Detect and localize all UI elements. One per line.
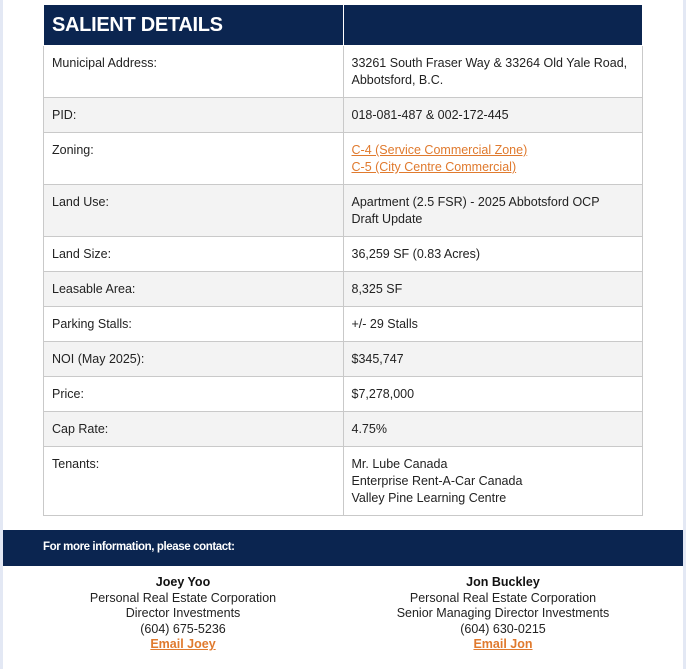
row-value xyxy=(343,272,643,307)
row-value xyxy=(343,342,643,377)
value-line: $7,278,000 xyxy=(351,387,415,401)
contact-card xyxy=(353,575,653,653)
row-label: Land Use: xyxy=(44,185,344,237)
row-label: NOI (May 2025): xyxy=(44,342,344,377)
row-label: Parking Stalls: xyxy=(44,307,344,342)
row-label: Municipal Address: xyxy=(44,46,344,98)
row-label: Leasable Area: xyxy=(44,272,344,307)
table-header: SALIENT DETAILS xyxy=(44,5,344,46)
row-value xyxy=(343,185,643,237)
row-value xyxy=(343,133,643,185)
row-label: Land Size: xyxy=(44,237,344,272)
row-label: Cap Rate: xyxy=(44,412,344,447)
contact-bar-text: For more information, please contact: xyxy=(43,541,235,553)
value-line: Mr. Lube Canada xyxy=(351,457,448,471)
contact-title: Senior Managing Director Investments xyxy=(396,606,610,620)
value-line: +/- 29 Stalls xyxy=(351,317,418,331)
row-value xyxy=(343,46,643,98)
value-line: Enterprise Rent-A-Car Canada xyxy=(351,474,523,488)
value-line: 8,325 SF xyxy=(351,282,403,296)
row-value xyxy=(343,447,643,516)
row-value xyxy=(343,307,643,342)
contact-bar xyxy=(3,530,683,566)
zoning-link-c4[interactable]: C-4 (Service Commercial Zone) xyxy=(351,143,528,157)
contact-card xyxy=(33,575,333,653)
value-line: 33261 South Fraser Way & 33264 Old Yale Road, xyxy=(351,56,628,70)
email-jon-link[interactable]: Email Jon xyxy=(473,637,533,651)
value-line: Draft Update xyxy=(351,212,423,226)
table-row xyxy=(44,342,643,377)
table-row xyxy=(44,272,643,307)
row-label: Zoning: xyxy=(44,133,344,185)
contact-name: Joey Yoo xyxy=(155,575,211,589)
row-value xyxy=(343,377,643,412)
contact-phone: (604) 630-0215 xyxy=(460,621,546,636)
table-header-blank xyxy=(343,5,643,46)
row-value xyxy=(343,98,643,133)
zoning-link-c5[interactable]: C-5 (City Centre Commercial) xyxy=(351,160,517,174)
value-line: Apartment (2.5 FSR) - 2025 Abbotsford OCP xyxy=(351,195,600,209)
table-row xyxy=(44,185,643,237)
table-row xyxy=(44,412,643,447)
left-border xyxy=(0,0,3,669)
row-value xyxy=(343,237,643,272)
table-row xyxy=(44,46,643,98)
row-label: PID: xyxy=(44,98,344,133)
contact-phone: (604) 675-5236 xyxy=(140,621,226,636)
value-line: $345,747 xyxy=(351,352,404,366)
contact-company: Personal Real Estate Corporation xyxy=(89,590,277,605)
value-line: Valley Pine Learning Centre xyxy=(351,491,507,505)
salient-details-table xyxy=(43,4,643,516)
row-label: Price: xyxy=(44,377,344,412)
value-line: 4.75% xyxy=(351,422,387,436)
value-line: Abbotsford, B.C. xyxy=(351,73,444,87)
email-joey-link[interactable]: Email Joey xyxy=(150,637,216,651)
row-label: Tenants: xyxy=(44,447,344,516)
table-row xyxy=(44,307,643,342)
table-row xyxy=(44,377,643,412)
value-line: 36,259 SF (0.83 Acres) xyxy=(351,247,481,261)
contact-name: Jon Buckley xyxy=(466,575,540,589)
table-row xyxy=(44,237,643,272)
contact-title: Director Investments xyxy=(125,606,241,620)
value-line: 018-081-487 & 002-172-445 xyxy=(351,108,509,122)
contact-company: Personal Real Estate Corporation xyxy=(409,590,597,605)
row-value xyxy=(343,412,643,447)
table-row xyxy=(44,447,643,516)
table-row xyxy=(44,133,643,185)
table-row xyxy=(44,98,643,133)
